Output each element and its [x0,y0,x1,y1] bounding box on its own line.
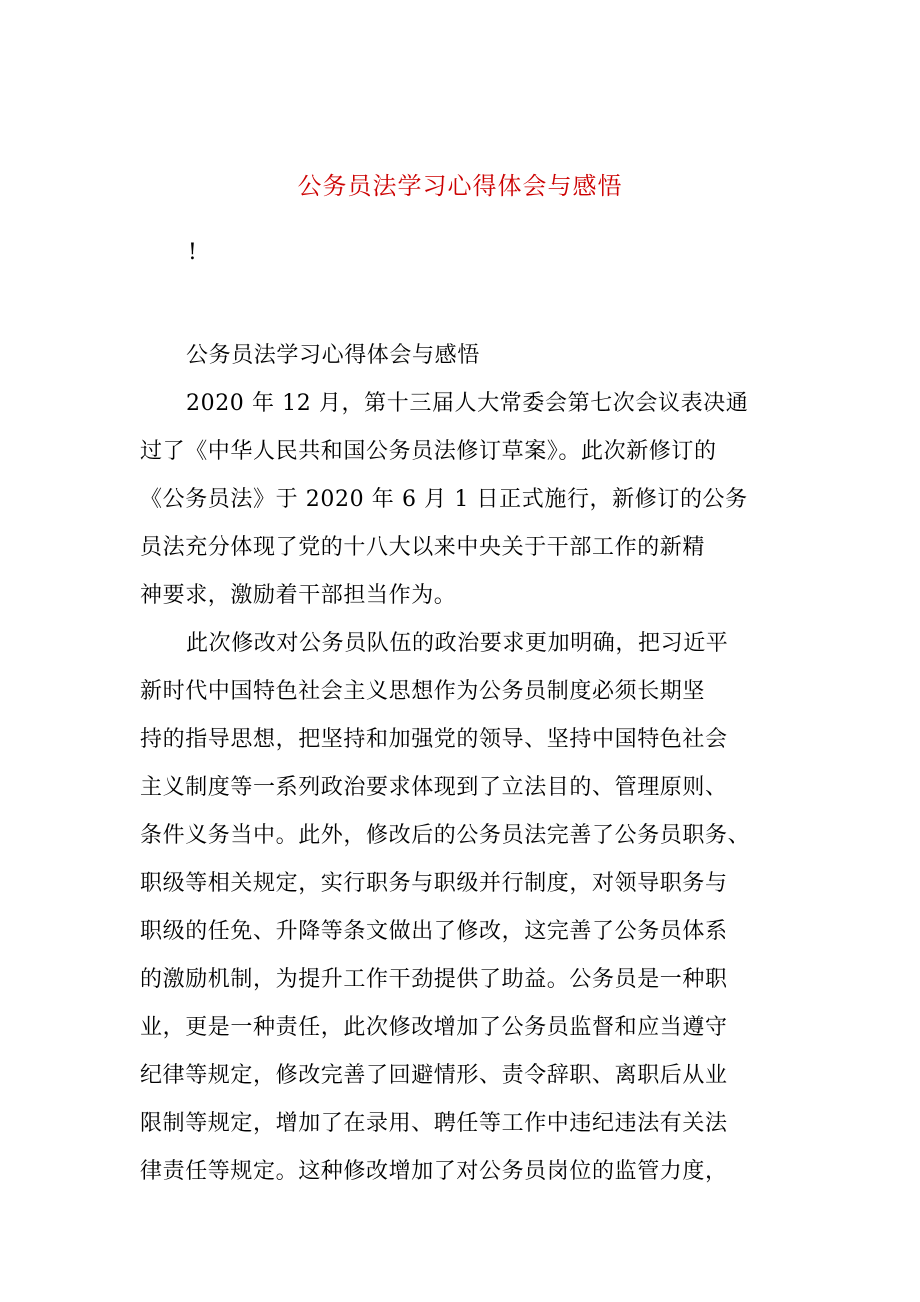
document-body [140,332,790,1196]
exclamation-mark: ! [188,240,197,265]
body-line: 公务员法学习心得体会与感悟 [186,343,480,368]
body-line: 新时代中国特色社会主义思想作为公务员制度必须长期坚 [140,679,706,704]
body-line: 《公务员法》于 2020 年 6 月 1 日正式施行，新修订的公务 [140,487,748,512]
body-line: 主义制度等一系列政治要求体现到了立法目的、管理原则、 [140,775,728,800]
body-line: 此次修改对公务员队伍的政治要求更加明确，把习近平 [186,631,729,656]
body-line: 业，更是一种责任，此次修改增加了公务员监督和应当遵守 [140,1015,728,1040]
body-line: 职级等相关规定，实行职务与职级并行制度，对领导职务与 [140,871,728,896]
body-line: 职级的任免、升降等条文做出了修改，这完善了公务员体系 [140,919,728,944]
body-line: 员法充分体现了党的十八大以来中央关于干部工作的新精 [140,535,706,560]
body-line: 过了《中华人民共和国公务员法修订草案》。此次新修订的 [140,439,717,464]
body-line: 限制等规定，增加了在录用、聘任等工作中违纪违法有关法 [140,1111,728,1136]
body-line: 2020 年 12 月，第十三届人大常委会第七次会议表决通 [186,391,749,416]
body-line: 律责任等规定。这种修改增加了对公务员岗位的监管力度， [140,1159,728,1184]
body-line: 持的指导思想，把坚持和加强党的领导、坚持中国特色社会 [140,727,728,752]
body-line: 纪律等规定，修改完善了回避情形、责令辞职、离职后从业 [140,1063,728,1088]
body-line: 条件义务当中。此外，修改后的公务员法完善了公务员职务、 [140,823,751,848]
body-line: 神要求，激励着干部担当作为。 [140,583,457,608]
body-line: 的激励机制，为提升工作干劲提供了助益。公务员是一种职 [140,967,728,992]
document-title: 公务员法学习心得体会与感悟 [297,172,623,200]
